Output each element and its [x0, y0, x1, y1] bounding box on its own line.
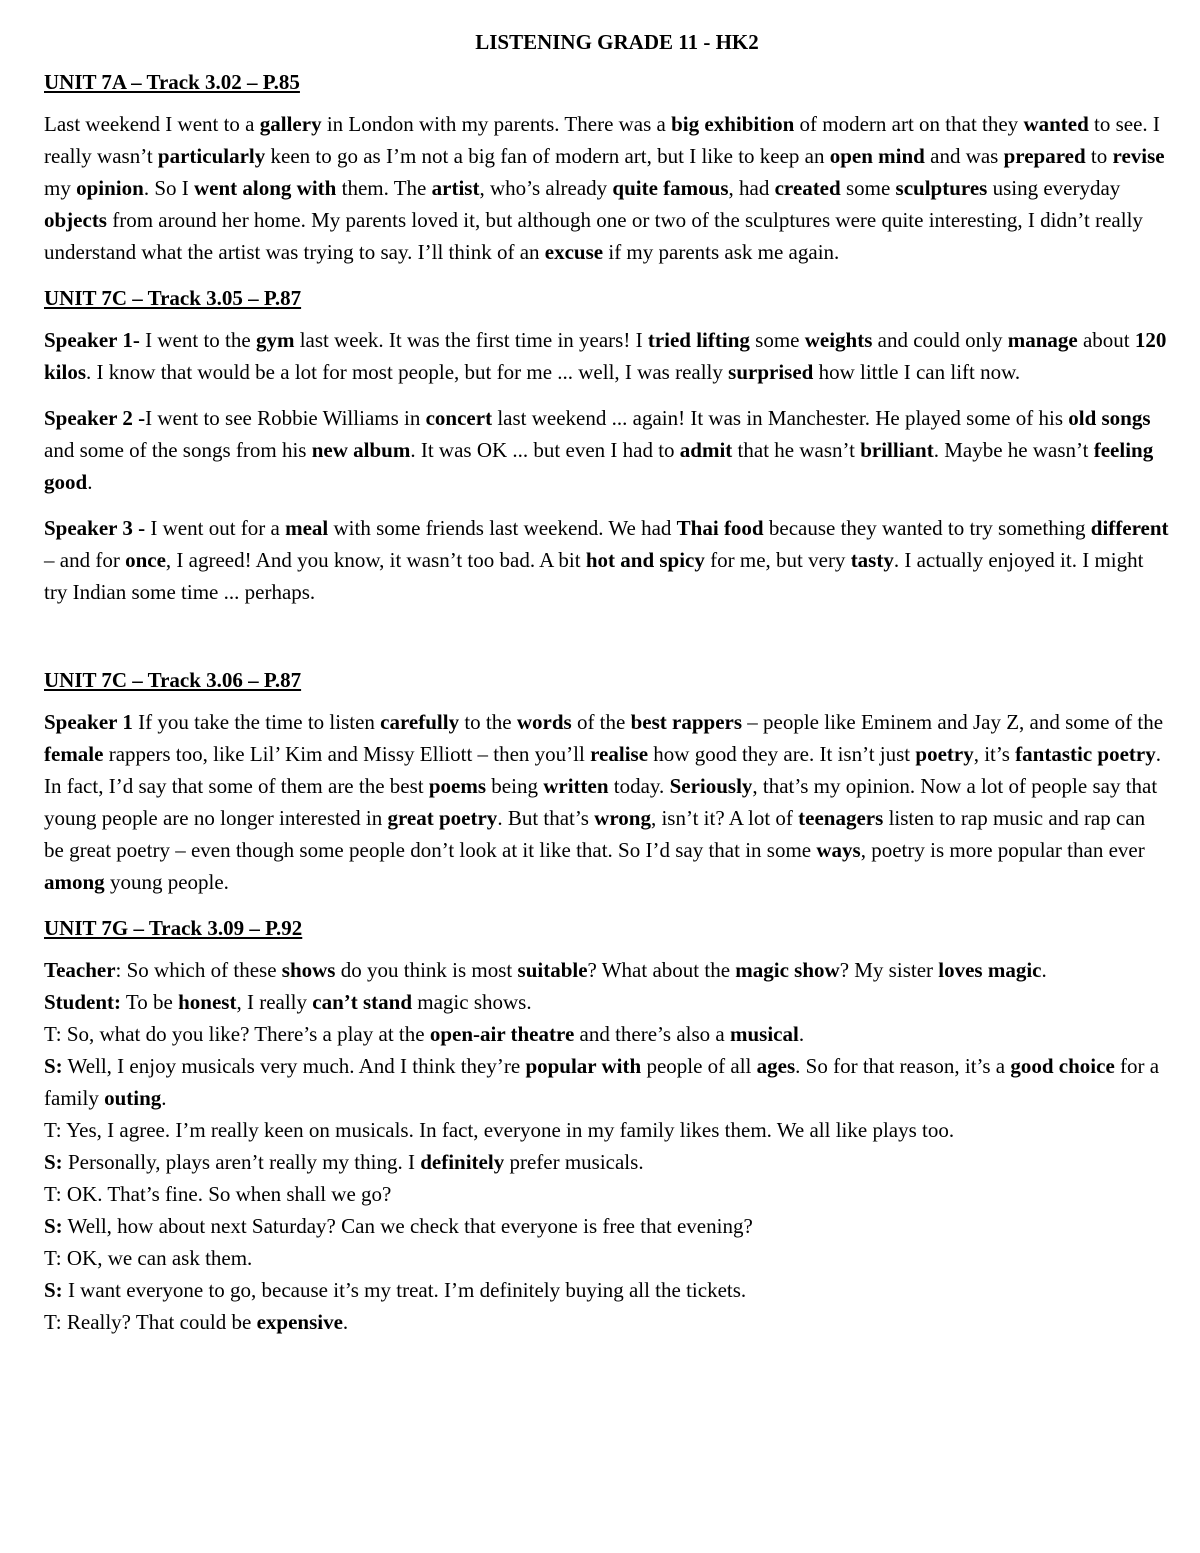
- text-run: . So I: [143, 176, 194, 200]
- bold-text: good choice: [1010, 1054, 1115, 1078]
- text-run: .: [161, 1086, 167, 1110]
- bold-text: S:: [44, 1214, 63, 1238]
- text-run: and there’s also a: [574, 1022, 730, 1046]
- text-run: with some friends last weekend. We had: [328, 516, 677, 540]
- bold-text: excuse: [544, 240, 604, 264]
- bold-text: 120 kilos: [44, 328, 1167, 384]
- bold-text: admit: [679, 438, 733, 462]
- bold-text: Speaker 1-: [44, 328, 140, 352]
- text-run: people of all: [641, 1054, 757, 1078]
- text-run: , had: [728, 176, 775, 200]
- bold-text: concert: [425, 406, 493, 430]
- dialogue-line: [44, 1114, 1170, 1146]
- text-run: do you think is most: [335, 958, 518, 982]
- bold-text: realise: [590, 742, 649, 766]
- bold-text: new album: [311, 438, 411, 462]
- bold-text: once: [125, 548, 166, 572]
- paragraph: [44, 706, 1170, 898]
- dialogue-line: [44, 1242, 1170, 1274]
- text-run: I went to see Robbie Williams in: [145, 406, 426, 430]
- bold-text: magic show: [735, 958, 840, 982]
- text-run: and some of the songs from his: [44, 438, 312, 462]
- text-run: Well, how about next Saturday? Can we check that everyone is free that evening?: [62, 1214, 753, 1238]
- bold-text: fantastic poetry: [1015, 742, 1156, 766]
- bold-text: quite famous: [612, 176, 729, 200]
- bold-text: objects: [44, 208, 107, 232]
- text-run: . Maybe he wasn’t: [933, 438, 1094, 462]
- text-run: T: So, what do you like? There’s a play at the: [44, 1022, 430, 1046]
- bold-text: best rappers: [630, 710, 743, 734]
- text-run: some: [840, 176, 896, 200]
- text-run: Personally, plays aren’t really my thing. I: [62, 1150, 421, 1174]
- bold-text: shows: [281, 958, 336, 982]
- bold-text: S:: [44, 1278, 63, 1302]
- text-run: I went out for a: [145, 516, 286, 540]
- dialogue-line: [44, 1210, 1170, 1242]
- bold-text: musical: [729, 1022, 799, 1046]
- bold-text: loves magic: [938, 958, 1042, 982]
- text-run: if my parents ask me again.: [603, 240, 840, 264]
- text-run: , isn’t it? A lot of: [650, 806, 799, 830]
- text-run: in London with my parents. There was a: [321, 112, 672, 136]
- text-run: to see. I really wasn’t: [44, 112, 1160, 168]
- text-run: . So for that reason, it’s a: [795, 1054, 1011, 1078]
- text-run: . I know that would be a lot for most people, but for me ... well, I was really: [86, 360, 729, 384]
- section-heading: UNIT 7G – Track 3.09 – P.92: [44, 916, 303, 940]
- text-run: T: OK. That’s fine. So when shall we go?: [44, 1182, 392, 1206]
- dialogue-line: [44, 1146, 1170, 1178]
- bold-text: Speaker 1: [44, 710, 133, 734]
- bold-text: Speaker 2 -: [44, 406, 146, 430]
- text-run: prefer musicals.: [504, 1150, 644, 1174]
- text-run: that he wasn’t: [732, 438, 861, 462]
- bold-text: opinion: [76, 176, 144, 200]
- text-run: I want everyone to go, because it’s my treat. I’m definitely buying all the tickets.: [62, 1278, 747, 1302]
- text-run: being: [486, 774, 544, 798]
- text-run: . I actually enjoyed it. I might try Indian some time ... perhaps.: [44, 548, 1144, 604]
- text-run: . But that’s: [497, 806, 595, 830]
- bold-text: female: [44, 742, 104, 766]
- bold-text: artist: [431, 176, 480, 200]
- bold-text: prepared: [1003, 144, 1086, 168]
- bold-text: words: [516, 710, 572, 734]
- bold-text: ages: [756, 1054, 796, 1078]
- text-run: from around her home. My parents loved it, but although one or two of the sculptures were quite interesting, I didn’t really understand what the artist was trying to say. I’ll think of an: [44, 208, 1143, 264]
- section: [44, 66, 1170, 268]
- bold-text: can’t stand: [312, 990, 413, 1014]
- bold-text: written: [543, 774, 609, 798]
- text-run: ? What about the: [587, 958, 736, 982]
- section: [44, 912, 1170, 1338]
- text-run: Well, I enjoy musicals very much. And I think they’re: [62, 1054, 526, 1078]
- section-heading: UNIT 7C – Track 3.06 – P.87: [44, 668, 302, 692]
- bold-text: surprised: [728, 360, 814, 384]
- bold-text: open mind: [829, 144, 925, 168]
- text-run: – and for: [44, 548, 126, 572]
- bold-text: created: [774, 176, 841, 200]
- bold-text: suitable: [517, 958, 588, 982]
- text-run: : So which of these: [115, 958, 282, 982]
- section-heading: UNIT 7C – Track 3.05 – P.87: [44, 286, 302, 310]
- bold-text: wrong: [594, 806, 651, 830]
- text-run: my: [44, 176, 77, 200]
- text-run: , it’s: [973, 742, 1016, 766]
- section: [44, 282, 1170, 608]
- bold-text: teenagers: [798, 806, 884, 830]
- text-run: , that’s my opinion. Now a lot of people say that young people are no longer interested in: [44, 774, 1158, 830]
- text-run: .: [798, 1022, 805, 1046]
- text-run: . In fact, I’d say that some of them are the best: [44, 742, 1161, 798]
- paragraph: [44, 402, 1170, 498]
- text-run: them. The: [336, 176, 432, 200]
- text-run: , poetry is more popular than ever: [860, 838, 1145, 862]
- text-run: .: [342, 1310, 349, 1334]
- text-run: using everyday: [987, 176, 1121, 200]
- text-run: some: [749, 328, 805, 352]
- text-run: T: Yes, I agree. I’m really keen on musicals. In fact, everyone in my family likes them. We all like plays too.: [44, 1118, 955, 1142]
- bold-text: poetry: [915, 742, 974, 766]
- bold-text: tried lifting: [647, 328, 750, 352]
- text-run: to the: [459, 710, 517, 734]
- text-run: ? My sister: [839, 958, 939, 982]
- text-run: magic shows.: [412, 990, 532, 1014]
- bold-text: old songs: [1068, 406, 1151, 430]
- bold-text: Student:: [44, 990, 122, 1014]
- dialogue-line: [44, 954, 1170, 986]
- bold-text: gym: [255, 328, 295, 352]
- paragraph: [44, 324, 1170, 388]
- text-run: last weekend ... again! It was in Manchester. He played some of his: [492, 406, 1069, 430]
- bold-text: brilliant: [860, 438, 934, 462]
- bold-text: particularly: [157, 144, 266, 168]
- text-run: listen to rap music and rap can be great poetry – even though some people don’t look at it like that. So I’d say that in some: [44, 806, 1146, 862]
- text-run: . It was OK ... but even I had to: [410, 438, 680, 462]
- dialogue-line: [44, 986, 1170, 1018]
- bold-text: big exhibition: [671, 112, 795, 136]
- bold-text: revise: [1112, 144, 1165, 168]
- text-run: If you take the time to listen: [132, 710, 381, 734]
- dialogue-line: [44, 1018, 1170, 1050]
- text-run: and was: [924, 144, 1004, 168]
- text-run: T: Really? That could be: [44, 1310, 257, 1334]
- text-run: today.: [608, 774, 670, 798]
- bold-text: definitely: [420, 1150, 505, 1174]
- text-run: how little I can lift now.: [813, 360, 1021, 384]
- text-run: Last weekend I went to a: [44, 112, 260, 136]
- text-run: – people like Eminem and Jay Z, and some of the: [742, 710, 1164, 734]
- bold-text: gallery: [259, 112, 322, 136]
- bold-text: feeling good: [44, 438, 1154, 494]
- bold-text: sculptures: [895, 176, 988, 200]
- text-run: young people.: [104, 870, 229, 894]
- bold-text: popular with: [525, 1054, 642, 1078]
- dialogue-line: [44, 1274, 1170, 1306]
- bold-text: wanted: [1023, 112, 1089, 136]
- section-spacer: [44, 622, 1170, 664]
- text-run: .: [1041, 958, 1047, 982]
- bold-text: poems: [428, 774, 487, 798]
- bold-text: outing: [104, 1086, 162, 1110]
- text-run: keen to go as I’m not a big fan of modern art, but I like to keep an: [265, 144, 830, 168]
- text-run: .: [87, 470, 93, 494]
- page-title: LISTENING GRADE 11 - HK2: [475, 30, 759, 54]
- text-run: , who’s already: [479, 176, 613, 200]
- bold-text: honest: [178, 990, 237, 1014]
- text-run: T: OK, we can ask them.: [44, 1246, 253, 1270]
- bold-text: expensive: [256, 1310, 343, 1334]
- text-run: for me, but very: [704, 548, 851, 572]
- text-run: of modern art on that they: [794, 112, 1024, 136]
- bold-text: among: [44, 870, 105, 894]
- text-run: because they wanted to try something: [763, 516, 1091, 540]
- bold-text: S:: [44, 1054, 63, 1078]
- text-run: rappers too, like Lil’ Kim and Missy Elliott – then you’ll: [103, 742, 591, 766]
- text-run: of the: [571, 710, 631, 734]
- bold-text: Teacher: [44, 958, 116, 982]
- text-run: , I really: [236, 990, 313, 1014]
- text-run: how good they are. It isn’t just: [648, 742, 916, 766]
- text-run: about: [1077, 328, 1135, 352]
- bold-text: ways: [816, 838, 861, 862]
- paragraph: [44, 512, 1170, 608]
- text-run: and could only: [872, 328, 1008, 352]
- dialogue-line: [44, 1306, 1170, 1338]
- bold-text: weights: [804, 328, 873, 352]
- bold-text: went along with: [194, 176, 337, 200]
- bold-text: Speaker 3 -: [44, 516, 146, 540]
- bold-text: Seriously: [669, 774, 753, 798]
- section: [44, 664, 1170, 898]
- text-run: for a family: [44, 1054, 1160, 1110]
- bold-text: tasty: [850, 548, 894, 572]
- bold-text: carefully: [380, 710, 460, 734]
- bold-text: manage: [1007, 328, 1078, 352]
- text-run: to: [1085, 144, 1113, 168]
- bold-text: great poetry: [387, 806, 498, 830]
- bold-text: Thai food: [676, 516, 764, 540]
- bold-text: S:: [44, 1150, 63, 1174]
- text-run: I went to the: [139, 328, 256, 352]
- text-run: last week. It was the first time in years! I: [294, 328, 648, 352]
- sections-container: [44, 66, 1170, 1338]
- text-run: To be: [121, 990, 179, 1014]
- dialogue-line: [44, 1050, 1170, 1114]
- bold-text: different: [1090, 516, 1169, 540]
- text-run: , I agreed! And you know, it wasn’t too bad. A bit: [165, 548, 586, 572]
- paragraph: [44, 108, 1170, 268]
- section-heading: UNIT 7A – Track 3.02 – P.85: [44, 70, 300, 94]
- bold-text: open-air theatre: [429, 1022, 575, 1046]
- bold-text: meal: [285, 516, 329, 540]
- bold-text: hot and spicy: [585, 548, 705, 572]
- dialogue-line: [44, 1178, 1170, 1210]
